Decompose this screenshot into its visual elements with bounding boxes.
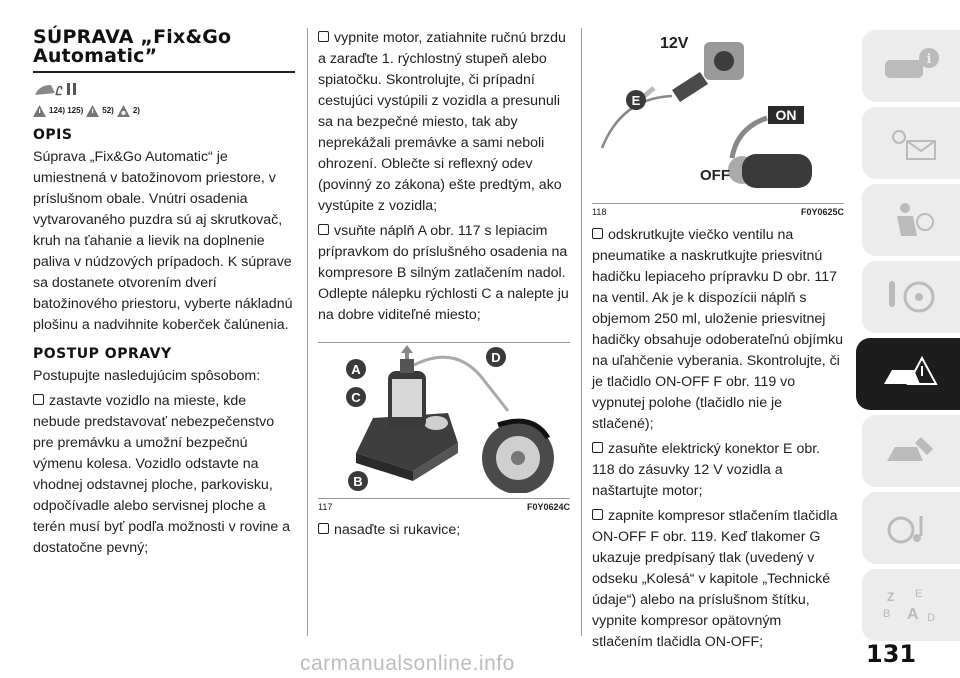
heading-postup: POSTUP OPRAVY	[33, 345, 172, 362]
label-c: C	[351, 390, 361, 405]
heading-opis: OPIS	[33, 126, 73, 143]
bullet-item	[592, 225, 844, 435]
column-2	[318, 28, 570, 541]
label-b: B	[353, 474, 363, 489]
warning-refs	[33, 105, 295, 117]
paragraph-postup-intro: Postupujte nasledujúcim spôsobom:	[33, 367, 261, 384]
bullet-text: vsuňte náplň A obr. 117 s lepiacim prípravkom do príslušného osadenia na kompresore B silným zatlačením nadol. Odlepte nálepku rýchlosti C a nalepte ju na dobre viditeľné miesto;	[318, 223, 569, 323]
bullet-item	[33, 391, 295, 559]
chapter-tabs	[856, 30, 960, 646]
dashboard-info-icon	[881, 46, 941, 86]
car-model-icon	[33, 79, 105, 99]
svg-text:A: A	[907, 606, 919, 623]
column-divider	[581, 28, 582, 636]
checkbox-bullet-icon	[318, 31, 329, 42]
fix-go-kit-illustration	[318, 343, 570, 493]
svg-text:i: i	[926, 52, 932, 67]
title-rule	[33, 71, 295, 73]
figure-code: F0Y0624C	[526, 502, 570, 512]
svg-text:Ꮭ: Ꮭ	[55, 83, 62, 98]
checkbox-bullet-icon	[592, 442, 603, 453]
watermark: carmanualsonline.info	[300, 652, 515, 675]
figure-caption	[318, 498, 570, 512]
column-1	[33, 28, 295, 559]
tab-index[interactable]	[862, 569, 960, 641]
warning-ref-1: 124) 125)	[49, 106, 84, 115]
figure-number: 118	[592, 207, 607, 217]
bullet-text: nasaďte si rukavice;	[334, 522, 461, 538]
title-line-2: Automatic”	[33, 45, 158, 67]
warning-ref-3: 2)	[132, 106, 140, 115]
environment-icon	[117, 105, 130, 117]
svg-text:B: B	[883, 608, 891, 620]
bullet-text: vypnite motor, zatiahnite ručnú brzdu a zaraďte 1. rýchlostný stupeň alebo spiatočku. Skontrolujte, či prípadní cestujúci vystúpili z vozidla a presunuli sa na bezpečné miesto, tak aby neprekážali premávke a sami neboli ohrození. Oblečte si reflexný odev (povinný zo zákona) ešte predtým, ako vystúpite z vozidla;	[318, 30, 566, 214]
bullet-item	[592, 439, 844, 502]
checkbox-bullet-icon	[318, 523, 329, 534]
section-title	[33, 28, 295, 66]
tab-multimedia[interactable]	[862, 492, 960, 564]
bullet-item	[318, 221, 570, 326]
bullet-text: odskrutkujte viečko ventilu na pneumatike a naskrutkujte priesvitnú hadičku lepiaceho prípravku D obr. 117 na ventil. Ak je k dispozícii náplň s objemom 250 ml, uloženie priesvitnej hadičky obsahuje odoberateľnú objímku na uľahčenie vyberania. Skontrolujte, či je tlačidlo ON-OFF F obr. 119 vo vypnutej polohe (tlačidlo nie je stlačené);	[592, 227, 844, 432]
bullet-item	[318, 520, 570, 541]
seat-safety-icon	[881, 200, 941, 240]
connector-ignition-illustration	[592, 28, 844, 198]
bullet-text: zastavte vozidlo na mieste, kde nebude predstavovať nebezpečenstvo pre premávku a umožní bezpečnú výmenu kolesa. Vozidlo odstavte na vhodnej odstavnej ploche, parkovisku, odpočívadle alebo servisnej ploche a terén musí byť podľa možnosti v rovine a dostatočne pevný;	[33, 392, 291, 556]
emergency-icon	[878, 354, 938, 394]
tab-dashboard-info[interactable]	[862, 30, 960, 102]
tab-warning-lights[interactable]	[862, 107, 960, 179]
column-divider	[307, 28, 308, 636]
label-12v: 12V	[660, 35, 689, 52]
warning-ref-2: 52)	[102, 106, 114, 115]
model-icon	[33, 79, 295, 99]
bullet-item	[318, 28, 570, 217]
warning-triangle-icon	[86, 105, 99, 117]
checkbox-bullet-icon	[318, 224, 329, 235]
page-number: 131	[866, 640, 917, 668]
checkbox-bullet-icon	[592, 228, 603, 239]
tab-car-service[interactable]	[862, 415, 960, 487]
checkbox-bullet-icon	[592, 509, 603, 520]
figure-code: F0Y0625C	[800, 207, 844, 217]
figure-117	[318, 342, 570, 512]
figure-number: 117	[318, 502, 333, 512]
svg-text:E: E	[915, 588, 923, 600]
tab-key-steering[interactable]	[862, 261, 960, 333]
label-a: A	[351, 362, 361, 377]
multimedia-icon	[881, 508, 941, 548]
car-service-icon	[881, 431, 941, 471]
label-e: E	[631, 93, 641, 108]
tab-emergency[interactable]	[856, 338, 960, 410]
warning-lights-icon	[881, 123, 941, 163]
label-d: D	[491, 350, 501, 365]
tab-seat-safety[interactable]	[862, 184, 960, 256]
warning-triangle-icon	[33, 105, 46, 117]
label-on: ON	[775, 107, 797, 123]
label-off: OFF	[700, 167, 730, 184]
svg-text:Z: Z	[887, 590, 895, 604]
index-icon	[881, 585, 941, 625]
figure-caption	[592, 203, 844, 217]
paragraph-opis: Súprava „Fix&Go Automatic“ je umiestnená v batožinovom priestore, v príslušnom obale. Vnútri osadenia vytvarovaného puzdra sú aj skrutkovač, kruh na ťahanie a lievik na doplnenie paliva v núdzových prípadoch. K súprave sa dostanete otvorením dverí batožinového priestoru, vyberte nákladnú plošinu a nadvihnite koberček čalúnenia.	[33, 148, 293, 333]
bullet-text: zasuňte elektrický konektor E obr. 118 do zásuvky 12 V vozidla a naštartujte motor;	[592, 441, 821, 499]
figure-118	[592, 28, 844, 217]
checkbox-bullet-icon	[33, 394, 44, 405]
title-line-1: SÚPRAVA „Fix&Go	[33, 26, 232, 48]
key-steering-icon	[881, 277, 941, 317]
bullet-text: zapnite kompresor stlačením tlačidla ON-OFF F obr. 119. Keď tlakomer G ukazuje predpísaný tlak (uvedený v odseku „Kolesá“ v kapitole „Technické údaje“) alebo na príslušnom štítku, vypnite kompresor opätovným stlačením tlačidla ON-OFF;	[592, 508, 838, 650]
svg-text:D: D	[927, 612, 935, 624]
column-3	[592, 28, 844, 653]
bullet-item	[592, 506, 844, 653]
